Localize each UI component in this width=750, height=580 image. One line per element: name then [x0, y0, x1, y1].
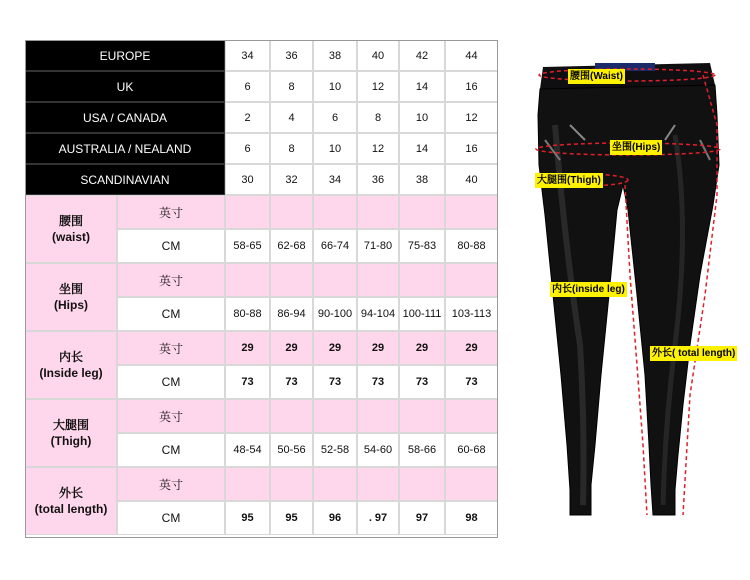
param-en-label: (Thigh): [50, 434, 92, 448]
size-usa-cell: 8: [357, 102, 399, 133]
size-australia-cell: 12: [357, 133, 399, 164]
size-australia-cell: 10: [313, 133, 357, 164]
cm-total-length-cell: 98: [445, 501, 498, 535]
inch-inside-leg-cell: 29: [445, 331, 498, 365]
param-hips: [25, 263, 117, 331]
thigh-label: 大腿围(Thigh): [537, 175, 601, 186]
inch-waist-cell: [270, 195, 313, 229]
size-uk-cell: 14: [399, 71, 445, 102]
inch-thigh-cell: [225, 399, 270, 433]
size-australia-cell: 16: [445, 133, 498, 164]
unit-cm-label: CM: [117, 297, 225, 331]
inch-total-length-cell: [225, 467, 270, 501]
cm-waist-cell: 71-80: [357, 229, 399, 263]
inch-inside-leg-cell: 29: [225, 331, 270, 365]
cm-hips-cell: 94-104: [357, 297, 399, 331]
cm-thigh-cell: 54-60: [357, 433, 399, 467]
inch-hips-cell: [270, 263, 313, 297]
size-label-uk: UK: [25, 71, 225, 102]
cm-inside-leg-cell: 73: [399, 365, 445, 399]
inch-thigh-cell: [313, 399, 357, 433]
cm-thigh-cell: 60-68: [445, 433, 498, 467]
cm-hips-cell: 80-88: [225, 297, 270, 331]
cm-waist-cell: 58-65: [225, 229, 270, 263]
size-uk-cell: 10: [313, 71, 357, 102]
pants-photo: [525, 45, 750, 545]
inch-inside-leg-cell: 29: [399, 331, 445, 365]
inch-hips-cell: [445, 263, 498, 297]
total-length-label: 外长( total length): [652, 348, 736, 359]
size-australia-cell: 8: [270, 133, 313, 164]
size-uk-cell: 6: [225, 71, 270, 102]
inch-total-length-cell: [399, 467, 445, 501]
inch-waist-cell: [357, 195, 399, 229]
cm-hips-cell: 100-111: [399, 297, 445, 331]
hips-label: 坐围(Hips): [612, 142, 661, 153]
param-en-label: (total length): [34, 502, 108, 516]
param-en-label: (Inside leg): [39, 366, 103, 380]
unit-inch-label: 英寸: [117, 331, 225, 365]
cm-hips-cell: 103-113: [445, 297, 498, 331]
cm-hips-cell: 86-94: [270, 297, 313, 331]
param-en-label: (waist): [51, 230, 90, 244]
inch-total-length-cell: [445, 467, 498, 501]
param-waist: [25, 195, 117, 263]
size-europe-cell: 36: [270, 40, 313, 71]
cm-inside-leg-cell: 73: [313, 365, 357, 399]
size-scandinavian-cell: 40: [445, 164, 498, 195]
unit-inch-label: 英寸: [117, 263, 225, 297]
inch-total-length-cell: [270, 467, 313, 501]
inch-waist-cell: [225, 195, 270, 229]
size-uk-cell: 12: [357, 71, 399, 102]
param-cn-label: 内长: [58, 350, 83, 364]
inside-leg-label: 内长(inside leg): [552, 284, 625, 295]
param-total-length: [25, 467, 117, 535]
cm-total-length-cell: . 97: [357, 501, 399, 535]
param-en-label: (Hips): [54, 298, 88, 312]
size-europe-cell: 42: [399, 40, 445, 71]
size-usa-cell: 10: [399, 102, 445, 133]
size-scandinavian-cell: 34: [313, 164, 357, 195]
param-cn-label: 大腿围: [52, 418, 89, 432]
inch-thigh-cell: [445, 399, 498, 433]
size-australia-cell: 6: [225, 133, 270, 164]
inch-total-length-cell: [313, 467, 357, 501]
cm-thigh-cell: 52-58: [313, 433, 357, 467]
cm-total-length-cell: 96: [313, 501, 357, 535]
size-usa-cell: 6: [313, 102, 357, 133]
inch-inside-leg-cell: 29: [270, 331, 313, 365]
inch-hips-cell: [225, 263, 270, 297]
size-scandinavian-cell: 36: [357, 164, 399, 195]
cm-thigh-cell: 58-66: [399, 433, 445, 467]
unit-cm-label: CM: [117, 365, 225, 399]
size-label-europe: EUROPE: [25, 40, 225, 71]
unit-cm-label: CM: [117, 229, 225, 263]
waist-label: 腰围(Waist): [570, 71, 623, 82]
inch-thigh-cell: [270, 399, 313, 433]
size-label-australia: AUSTRALIA / NEALAND: [25, 133, 225, 164]
param-cn-label: 外长: [58, 486, 83, 500]
size-label-usa: USA / CANADA: [25, 102, 225, 133]
inch-waist-cell: [313, 195, 357, 229]
cm-hips-cell: 90-100: [313, 297, 357, 331]
inch-thigh-cell: [357, 399, 399, 433]
size-europe-cell: 34: [225, 40, 270, 71]
param-thigh: [25, 399, 117, 467]
inch-waist-cell: [399, 195, 445, 229]
size-scandinavian-cell: 38: [399, 164, 445, 195]
param-inside-leg: [25, 331, 117, 399]
inch-inside-leg-cell: 29: [313, 331, 357, 365]
size-usa-cell: 4: [270, 102, 313, 133]
param-cn-label: 腰围: [58, 214, 83, 228]
size-label-scandinavian: SCANDINAVIAN: [25, 164, 225, 195]
cm-waist-cell: 80-88: [445, 229, 498, 263]
size-usa-cell: 2: [225, 102, 270, 133]
inch-inside-leg-cell: 29: [357, 331, 399, 365]
size-europe-cell: 38: [313, 40, 357, 71]
size-uk-cell: 16: [445, 71, 498, 102]
size-usa-cell: 12: [445, 102, 498, 133]
cm-inside-leg-cell: 73: [445, 365, 498, 399]
cm-thigh-cell: 50-56: [270, 433, 313, 467]
inch-hips-cell: [357, 263, 399, 297]
cm-total-length-cell: 95: [270, 501, 313, 535]
cm-inside-leg-cell: 73: [270, 365, 313, 399]
cm-waist-cell: 66-74: [313, 229, 357, 263]
size-europe-cell: 44: [445, 40, 498, 71]
inch-thigh-cell: [399, 399, 445, 433]
cm-thigh-cell: 48-54: [225, 433, 270, 467]
inch-hips-cell: [399, 263, 445, 297]
size-australia-cell: 14: [399, 133, 445, 164]
cm-total-length-cell: 95: [225, 501, 270, 535]
unit-inch-label: 英寸: [117, 195, 225, 229]
cm-waist-cell: 62-68: [270, 229, 313, 263]
unit-inch-label: 英寸: [117, 467, 225, 501]
cm-inside-leg-cell: 73: [357, 365, 399, 399]
cm-total-length-cell: 97: [399, 501, 445, 535]
unit-cm-label: CM: [117, 433, 225, 467]
inch-waist-cell: [445, 195, 498, 229]
inch-hips-cell: [313, 263, 357, 297]
size-scandinavian-cell: 30: [225, 164, 270, 195]
size-scandinavian-cell: 32: [270, 164, 313, 195]
inch-total-length-cell: [357, 467, 399, 501]
unit-cm-label: CM: [117, 501, 225, 535]
size-chart-table: [25, 40, 498, 538]
cm-waist-cell: 75-83: [399, 229, 445, 263]
size-uk-cell: 8: [270, 71, 313, 102]
param-cn-label: 坐围: [58, 282, 83, 296]
size-europe-cell: 40: [357, 40, 399, 71]
cm-inside-leg-cell: 73: [225, 365, 270, 399]
unit-inch-label: 英寸: [117, 399, 225, 433]
